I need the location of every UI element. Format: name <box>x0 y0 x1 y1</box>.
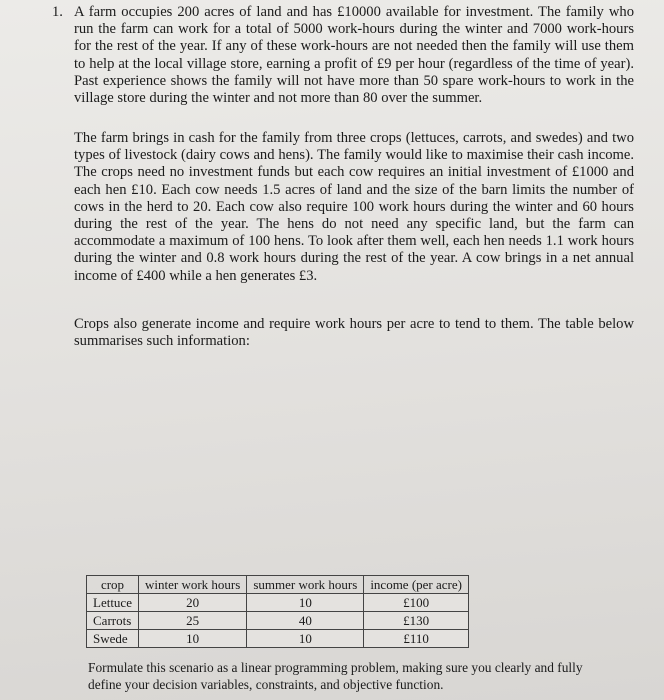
table-row <box>87 594 469 612</box>
cell-winter: 10 <box>138 630 246 648</box>
cell-crop: Swede <box>87 630 139 648</box>
cell-income: £110 <box>364 630 469 648</box>
header-income: income (per acre) <box>364 576 469 594</box>
header-summer-hours: summer work hours <box>247 576 364 594</box>
paragraph-crops-and-livestock: The farm brings in cash for the family from three crops (lettuces, carrots, and swedes) and two types of livestock (dairy cows and hens). The family would like to maximise their cash income. The crops need no investment funds but each cow requires an initial investment of £1000 and each hen £10. Each cow needs 1.5 acres of land and the size of the barn limits the number of cows in the herd to 20. Each cow also require 100 work hours during the winter and 60 hours during the rest of the year. The hens do not need any specific land, but the farm can accommodate a maximum of 100 hens. To look after them well, each hen needs 1.1 work hours during the winter and 0.8 work hours during the rest of the year. A cow brings in a net annual income of £400 while a hen generates £3. <box>74 130 634 284</box>
cell-income: £130 <box>364 612 469 630</box>
instruction-text: Formulate this scenario as a linear programming problem, making sure you clearly and fully define your decision variables, constraints, and objective function. <box>88 660 583 692</box>
cell-summer: 10 <box>247 630 364 648</box>
cell-summer: 40 <box>247 612 364 630</box>
question-number: 1. <box>52 4 63 20</box>
table-row <box>87 612 469 630</box>
header-crop: crop <box>87 576 139 594</box>
cell-crop: Carrots <box>87 612 139 630</box>
cell-crop: Lettuce <box>87 594 139 612</box>
cell-winter: 20 <box>138 594 246 612</box>
crop-table <box>86 575 469 648</box>
table-row <box>87 630 469 648</box>
paragraph-table-intro: Crops also generate income and require work hours per acre to tend to them. The table below summarises such information: <box>74 316 634 350</box>
table-header-row <box>87 576 469 594</box>
cell-summer: 10 <box>247 594 364 612</box>
cell-income: £100 <box>364 594 469 612</box>
header-winter-hours: winter work hours <box>138 576 246 594</box>
paragraph-land-and-work-hours: A farm occupies 200 acres of land and has £10000 available for investment. The family who run the farm can work for a total of 5000 work-hours during the winter and 7000 work-hours for the rest of the year. If any of these work-hours are not needed then the family will use them to help at the local village store, earning a profit of £9 per hour (regardless of the time of year). Past experience shows the family will not have more than 50 spare work-hours to work in the village store during the winter and not more than 80 over the summer. <box>74 4 634 107</box>
cell-winter: 25 <box>138 612 246 630</box>
